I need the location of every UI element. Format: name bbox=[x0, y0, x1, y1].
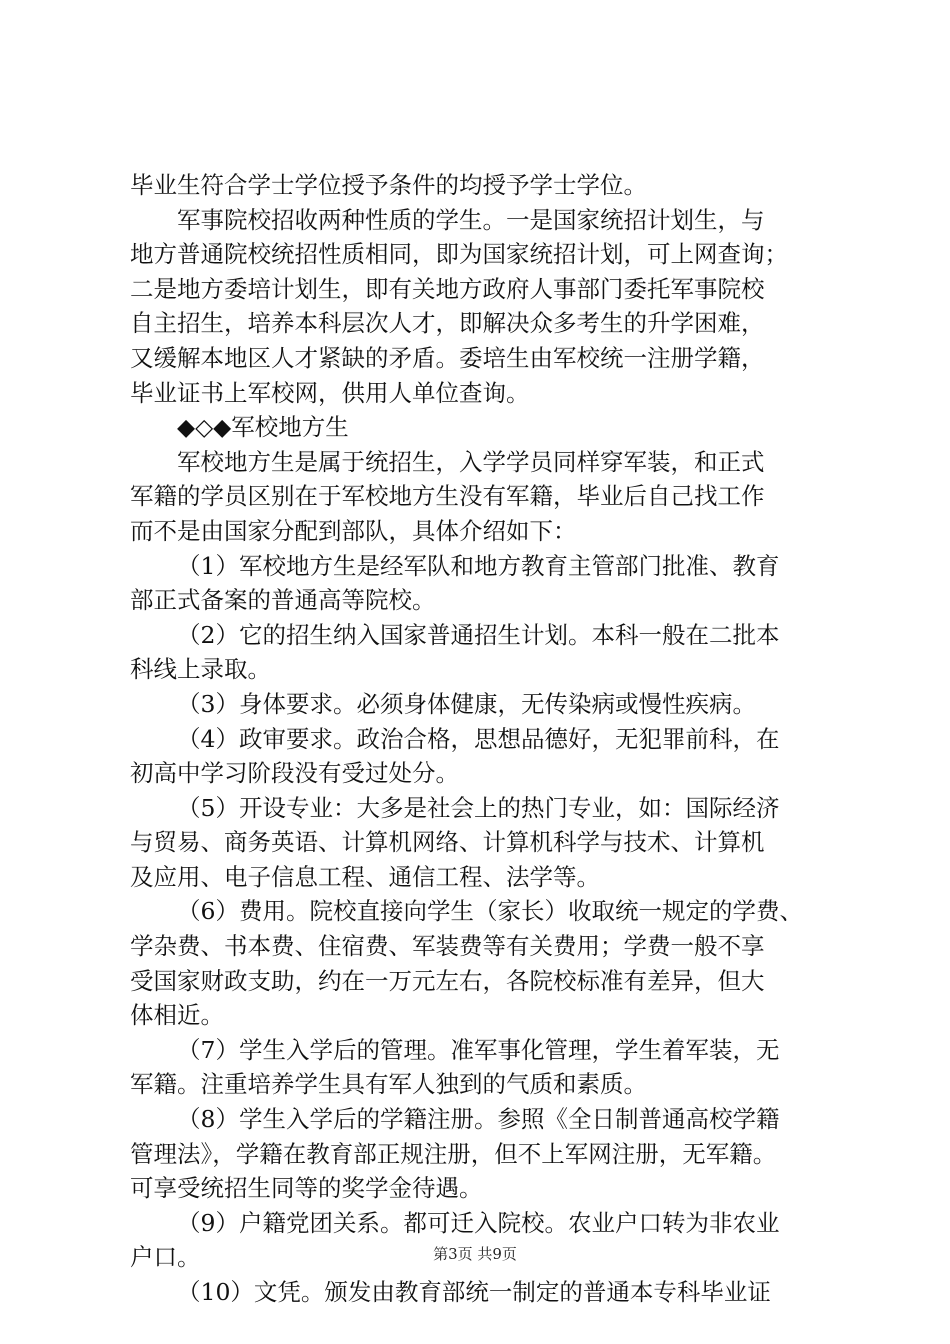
section-heading: ◆◇◆军校地方生 bbox=[177, 413, 349, 442]
text-line: 二是地方委培计划生，即有关地方政府人事部门委托军事院校 bbox=[130, 274, 765, 303]
text-line: 毕业生符合学士学位授予条件的均授予学士学位。 bbox=[130, 171, 647, 199]
list-item: （3）身体要求。必须身体健康，无传染病或慢性疾病。 bbox=[177, 689, 756, 718]
text-line: 可享受统招生同等的奖学金待遇。 bbox=[130, 1174, 483, 1203]
text-line: 体相近。 bbox=[130, 1001, 224, 1030]
text-line: 军事院校招收两种性质的学生。一是国家统招计划生，与 bbox=[177, 205, 765, 234]
list-item: （7）学生入学后的管理。准军事化管理，学生着军装，无 bbox=[177, 1035, 780, 1064]
text-line: 自主招生，培养本科层次人才，即解决众多考生的升学困难， bbox=[130, 309, 765, 338]
text-line: 管理法》，学籍在教育部正规注册，但不上军网注册，无军籍。 bbox=[130, 1139, 777, 1168]
text-line: 军籍的学员区别在于军校地方生没有军籍，毕业后自己找工作 bbox=[130, 482, 765, 511]
text-line: 户口。 bbox=[130, 1243, 201, 1272]
text-line: 与贸易、商务英语、计算机网络、计算机科学与技术、计算机 bbox=[130, 828, 765, 857]
list-item: （10）文凭。颁发由教育部统一制定的普通本专科毕业证 bbox=[177, 1278, 771, 1306]
text-line: 学杂费、书本费、住宿费、军装费等有关费用；学费一般不享 bbox=[130, 932, 765, 961]
list-item: （9）户籍党团关系。都可迁入院校。农业户口转为非农业 bbox=[177, 1208, 780, 1237]
text-line: 部正式备案的普通高等院校。 bbox=[130, 586, 436, 615]
list-item: （5）开设专业：大多是社会上的热门专业，如：国际经济 bbox=[177, 793, 780, 822]
text-line: 初高中学习阶段没有受过处分。 bbox=[130, 759, 459, 788]
text-line: 毕业证书上军校网，供用人单位查询。 bbox=[130, 378, 530, 407]
list-item: （4）政审要求。政治合格，思想品德好，无犯罪前科，在 bbox=[177, 724, 780, 753]
text-line: 地方普通院校统招性质相同，即为国家统招计划，可上网查询； bbox=[130, 240, 788, 269]
text-line: 及应用、电子信息工程、通信工程、法学等。 bbox=[130, 862, 600, 891]
list-item: （6）费用。院校直接向学生（家长）收取统一规定的学费、 bbox=[177, 897, 803, 926]
text-line: 受国家财政支助，约在一万元左右，各院校标准有差异，但大 bbox=[130, 966, 765, 995]
list-item: （8）学生入学后的学籍注册。参照《全日制普通高校学籍 bbox=[177, 1105, 780, 1134]
document-body bbox=[130, 168, 835, 1310]
page-footer: 第3页 共9页 bbox=[433, 1245, 517, 1263]
text-line: 科线上录取。 bbox=[130, 655, 271, 684]
text-line: 军校地方生是属于统招生，入学学员同样穿军装，和正式 bbox=[177, 447, 765, 476]
list-item: （1）军校地方生是经军队和地方教育主管部门批准、教育 bbox=[177, 551, 780, 580]
list-item: （2）它的招生纳入国家普通招生计划。本科一般在二批本 bbox=[177, 620, 780, 649]
text-line: 又缓解本地区人才紧缺的矛盾。委培生由军校统一注册学籍， bbox=[130, 343, 765, 372]
text-line: 而不是由国家分配到部队，具体介绍如下： bbox=[130, 516, 577, 545]
text-line: 军籍。注重培养学生具有军人独到的气质和素质。 bbox=[130, 1070, 647, 1099]
